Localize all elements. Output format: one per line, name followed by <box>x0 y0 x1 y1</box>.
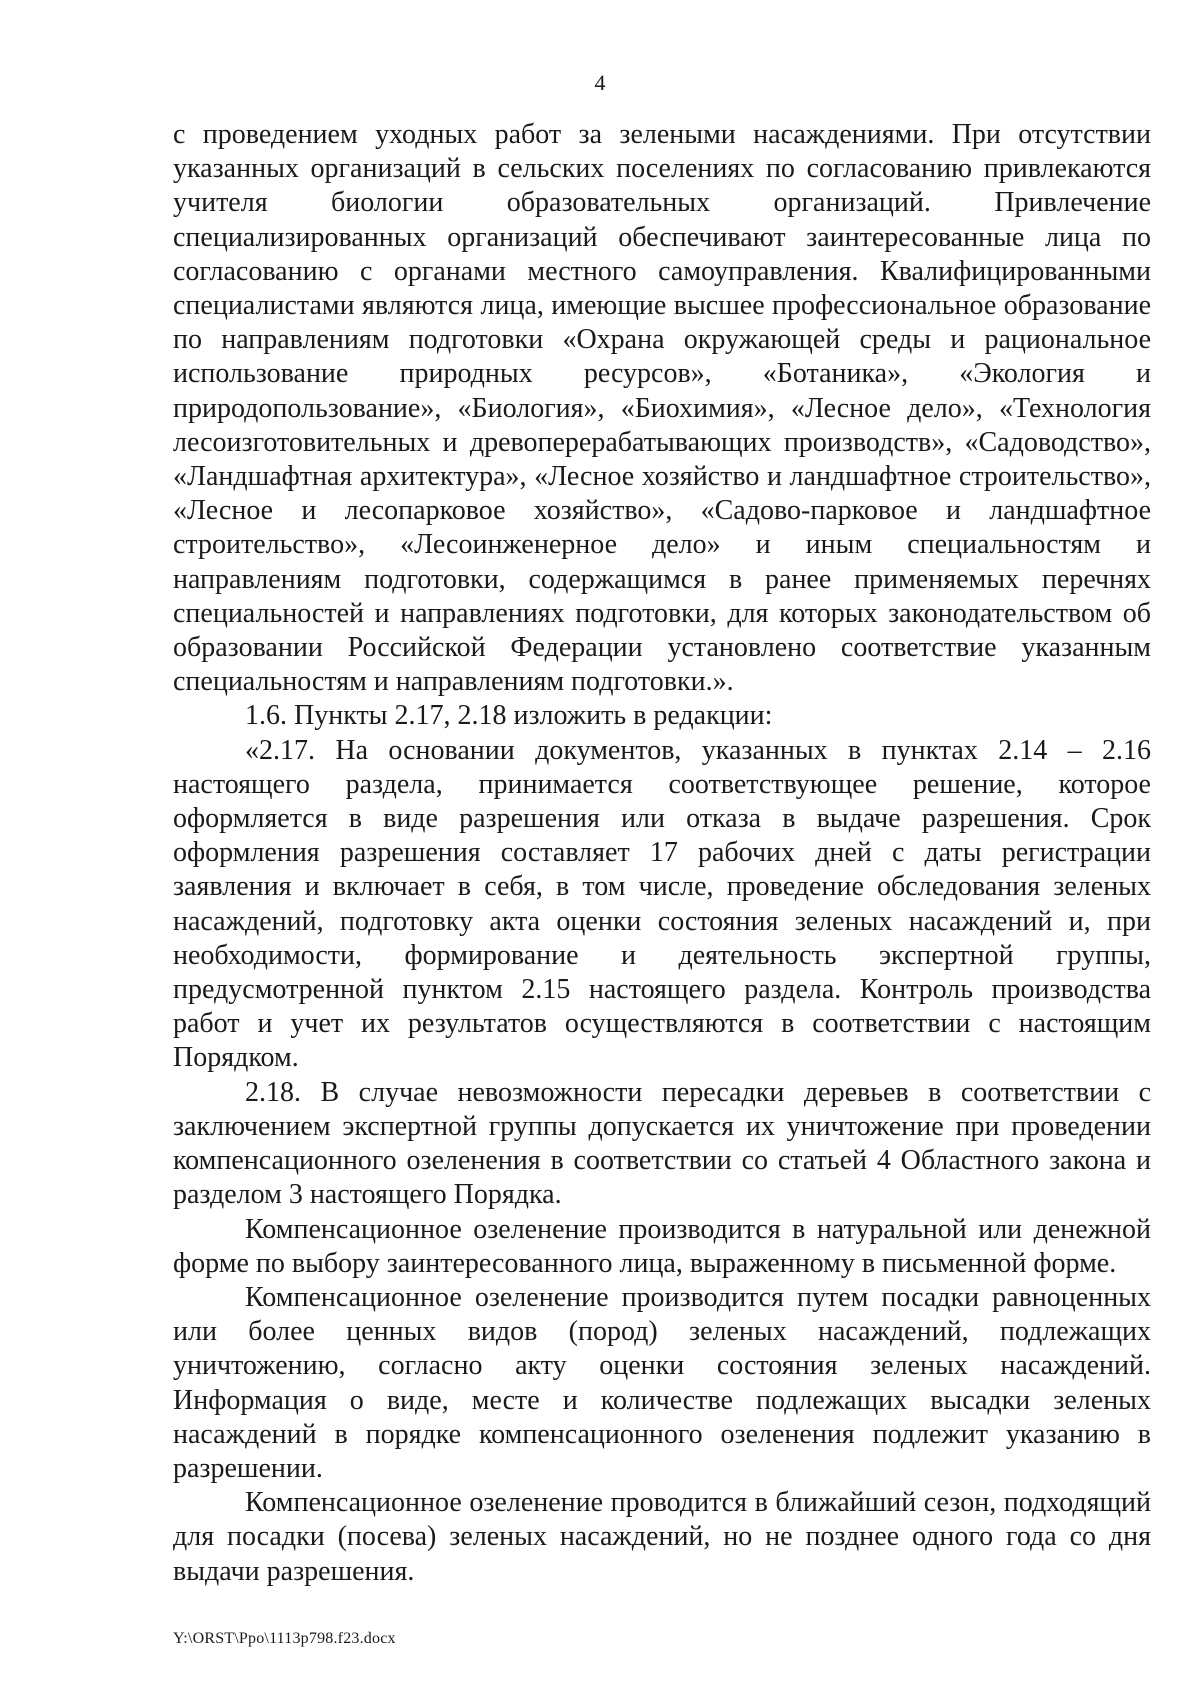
paragraph-compensation-method: Компенсационное озеленение производится путем посадки равноценных или более ценных видов (пород) зеленых насаждений, подлежащих уничтожению, согласно акту оценки состояния зеленых насаждений. Информация о виде, месте и количестве подлежащих высадки зеленых насаждений в порядке компенсационного озеленения подлежит указанию в разрешении. <box>173 1281 1151 1484</box>
paragraph-item-2-17: «2.17. На основании документов, указанных в пунктах 2.14 – 2.16 настоящего раздела, принимается соответствующее решение, которое оформляется в виде разрешения или отказа в выдаче разрешения. Срок оформления разрешения составляет 17 рабочих дней с даты регистрации заявления и включает в себя, в том числе, проведение обследования зеленых насаждений, подготовку акта оценки состояния зеленых насаждений и, при необходимости, формирование и деятельность экспертной группы, предусмотренной пунктом 2.15 настоящего раздела. Контроль производства работ и учет их результатов осуществляются в соответствии с настоящим Порядком. <box>173 734 1151 1074</box>
page-number: 4 <box>594 70 606 95</box>
paragraph-item-1-6: 1.6. Пункты 2.17, 2.18 изложить в редакции: <box>245 700 773 732</box>
paragraph-item-2-18: 2.18. В случае невозможности пересадки деревьев в соответствии с заключением экспертной группы допускается их уничтожение при проведении компенсационного озеленения в соответствии со статьей 4 Областного закона и разделом 3 настоящего Порядка. <box>173 1076 1151 1211</box>
paragraph-compensation-season: Компенсационное озеленение проводится в ближайший сезон, подходящий для посадки (посева) зеленых насаждений, но не позднее одного года со дня выдачи разрешения. <box>173 1487 1151 1587</box>
footer-file-path: Y:\ORST\Ppo\1113p798.f23.docx <box>173 1630 396 1647</box>
paragraph-continuation: с проведением уходных работ за зелеными насаждениями. При отсутствии указанных организаций в сельских поселениях по согласованию привлекаются учителя биологии образовательных организаций. Привлечение специализированных организаций обеспечивают заинтересованные лица по согласованию с органами местного самоуправления. Квалифицированными специалистами являются лица, имеющие высшее профессиональное образование по направлениям подготовки «Охрана окружающей среды и рациональное использование природных ресурсов», «Ботаника», «Экология и природопользование», «Биология», «Биохимия», «Лесное дело», «Технология лесоизготовительных и древоперерабатывающих производств», «Садоводство», «Ландшафтная архитектура», «Лесное хозяйство и ландшафтное строительство», «Лесное и лесопарковое хозяйство», «Садово-парковое и ландшафтное строительство», «Лесоинженерное дело» и иным специальностям и направлениям подготовки, содержащимся в ранее применяемых перечнях специальностей и направлениях подготовки, для которых законодательством об образовании Российской Федерации установлено соответствие указанным специальностям и направлениям подготовки.». <box>173 119 1151 698</box>
paragraph-compensation-form: Компенсационное озеленение производится в натуральной или денежной форме по выбору заинтересованного лица, выраженному в письменной форме. <box>173 1213 1151 1279</box>
document-body <box>173 118 1151 1589</box>
